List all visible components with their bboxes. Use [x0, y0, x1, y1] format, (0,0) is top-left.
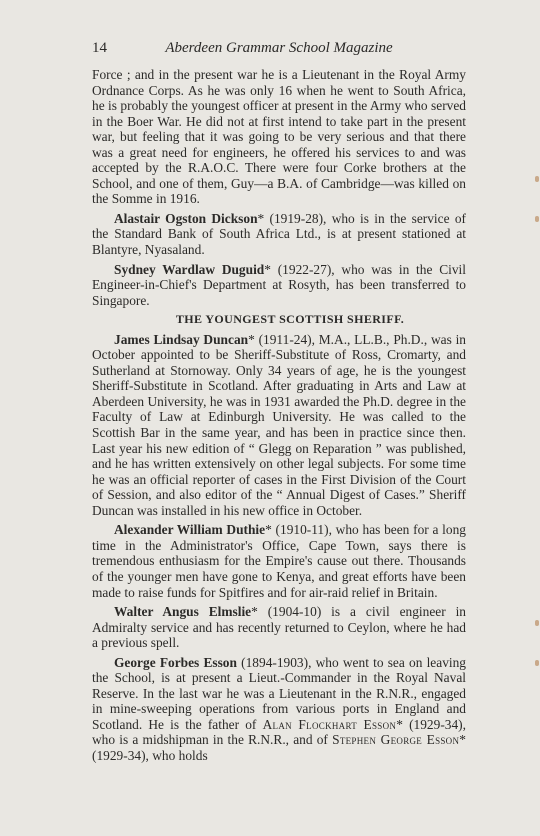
- entry-text: (1894-1903), who went to sea on leaving the School, is at present a Lieut.-Commander in the Royal Naval Reserve. In the last war he was a Lieutenant in the R.N.R., engaged in mine-sweeping operations from various ports in England and Scotland. He is the father of: [92, 654, 467, 732]
- entry-text: * (1904-10) is a civil engineer in Admiralty service and has recently returned to Ceylon, where he had a previous spell.: [92, 604, 466, 651]
- person-name: Walter Angus Elmslie: [114, 604, 252, 620]
- person-name: Alastair Ogston Dickson: [114, 210, 258, 226]
- entry-elmslie: [92, 604, 466, 651]
- entry-text: * (1929-34), who is a midshipman in the R.N.R., and of: [92, 716, 466, 748]
- binding-hole-mark: [535, 216, 539, 222]
- entry-text: * (1910-11), who has been for a long time in the Administrator's Office, Cape Town, says there is tremendous enthusiasm for the Empire's cause out there. Thousands of the younger men have gone to Kenya, and great efforts have been made to raise funds for Spitfires and for air-raid relief in Britain.: [92, 522, 466, 600]
- person-name: Alexander William Duthie: [114, 522, 266, 538]
- running-title: Aberdeen Grammar School Magazine: [165, 40, 393, 56]
- entry-dickson: [92, 211, 466, 258]
- body-text: [92, 67, 466, 768]
- entry-duncan: [92, 332, 466, 519]
- binding-hole-mark: [535, 660, 539, 666]
- entry-text: * (1911-24), M.A., LL.B., Ph.D., was in October appointed to be Sheriff-Substitute of Ross, Cromarty, and Sutherland at Stornoway. Only 34 years of age, he is the youngest Sheriff-Substitute in Scotland. After graduating in Arts and Law at Aberdeen University, he was in 1931 awarded the Ph.D. degree in the Faculty of Law at Edinburgh University. He was called to the Scottish Bar in the same year, and has been in practice since then. Last year his new edition of “ Glegg on Reparation ” was published, and he has written extensively on other legal subjects. For some time he was an official reporter of cases in the First Division of the Court of Session, and also editor of the “ Annual Digest of Cases.” Sheriff Duncan was installed in his new office in October.: [92, 331, 466, 518]
- person-name: George Forbes Esson: [114, 654, 237, 670]
- paragraph-corke-continued: [92, 67, 466, 207]
- binding-hole-mark: [535, 176, 539, 182]
- entry-text: * (1919-28), who is in the service of the Standard Bank of South Africa Ltd., is at present stationed at Blantyre, Nyasaland.: [92, 210, 466, 258]
- person-name: James Lindsay Duncan: [114, 331, 249, 347]
- entry-duthie: [92, 522, 466, 600]
- page-number: 14: [92, 40, 107, 56]
- paragraph-text: Force ; and in the present war he is a Lieutenant in the Royal Army Ordnance Corps. As he was only 16 when he went to South Africa, he is probably the youngest officer at present in the Army who served in the Boer War. He did not at first intend to take part in the present war, but feeling that it was going to be very serious and that there was a great need for engineers, he offered his services to and was accepted by the R.A.O.C. There were four Corke brothers at the School, and one of them, Guy—a B.A. of Cambridge—was killed on the Somme in 1916.: [92, 67, 466, 207]
- section-heading: THE YOUNGEST SCOTTISH SHERIFF.: [175, 312, 405, 327]
- person-name: Sydney Wardlaw Duguid: [114, 261, 265, 277]
- entry-text: * (1922-27), who was in the Civil Engineer-in-Chief's Department at Rosyth, has been transferred to Singapore.: [92, 261, 466, 308]
- entry-esson: [92, 655, 466, 764]
- small-caps-name: Alan Flockhart Esson: [262, 716, 397, 732]
- binding-hole-mark: [535, 620, 539, 626]
- entry-text: * (1929-34), who holds: [92, 732, 466, 763]
- page-header: [92, 40, 466, 57]
- small-caps-name: Stephen George Esson: [332, 732, 460, 748]
- entry-duguid: [92, 262, 466, 309]
